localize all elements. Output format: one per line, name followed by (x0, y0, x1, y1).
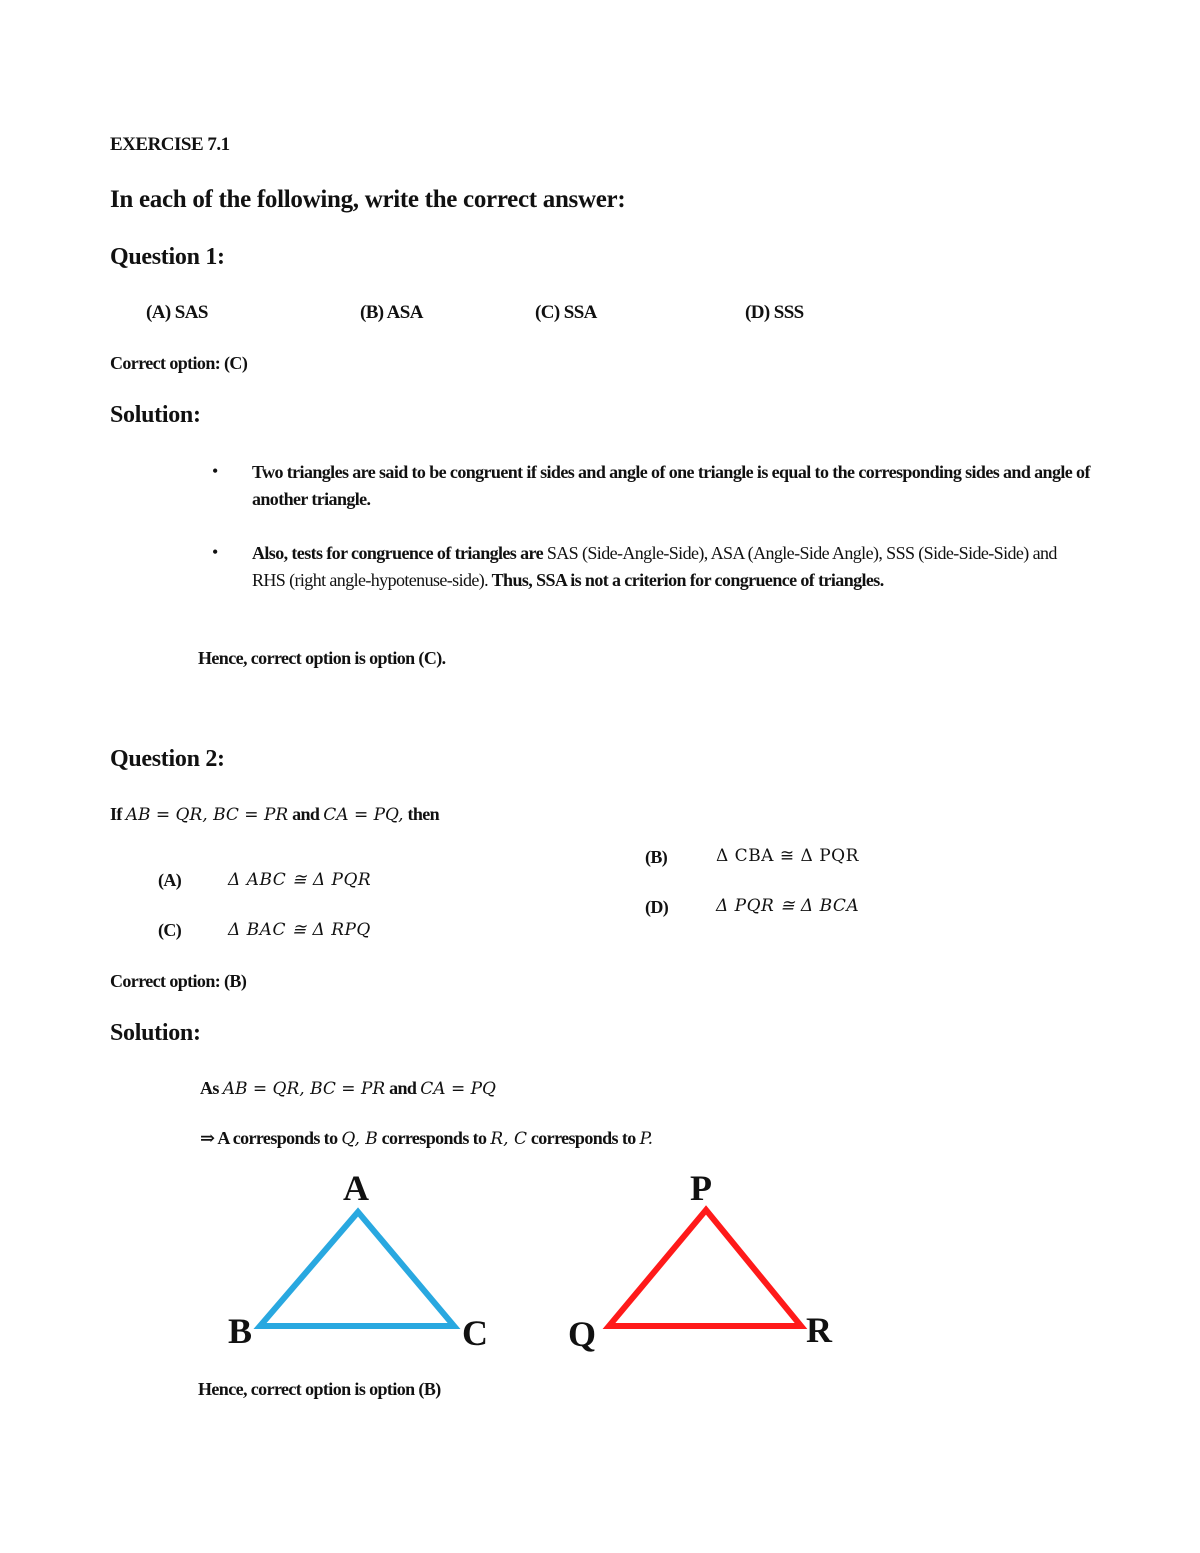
q1-option-a: (A) SAS (146, 302, 208, 323)
q1-option-d: (D) SSS (745, 302, 804, 323)
question-1-heading: Question 1: (110, 244, 225, 270)
q1-option-c: (C) SSA (535, 302, 597, 323)
vertex-label-r: R (806, 1310, 832, 1350)
q1-bullet-2 (252, 540, 1092, 594)
q2-sol-line2-c: corresponds to (530, 1128, 636, 1148)
q2-sol-line2-q: Q, B (341, 1129, 378, 1149)
q2-stem-if: If (110, 804, 122, 824)
exercise-title: EXERCISE 7.1 (110, 134, 230, 155)
q2-sol-math-2: CA = PQ (420, 1079, 496, 1099)
q2-correct-option: Correct option: (B) (110, 971, 247, 991)
q2-solution-heading: Solution: (110, 1020, 201, 1046)
q2-sol-line2-r: R, C (490, 1129, 527, 1149)
q2-solution-line-2 (200, 1128, 653, 1149)
q2-option-b-label: (B) (645, 847, 668, 867)
q1-bullet-1: Two triangles are said to be congruent if sides and angle of one triangle is equal to the corresponding sides and angle of another triangle. (252, 462, 1090, 509)
triangle-abc (260, 1212, 454, 1326)
q2-option-a-math: Δ ABC ≅ Δ PQR (228, 870, 372, 890)
q2-stem-math-1: AB = QR, BC = PR (125, 805, 289, 825)
q2-option-d-label: (D) (645, 897, 669, 917)
q2-sol-as: As (200, 1078, 219, 1098)
q1-solution-heading: Solution: (110, 402, 201, 428)
q2-sol-line2-p: P. (639, 1129, 653, 1149)
q2-stem-then: then (407, 804, 440, 824)
vertex-label-p: P (690, 1168, 712, 1208)
q2-option-d-math: Δ PQR ≅ Δ BCA (716, 896, 860, 916)
q2-sol-and: and (389, 1078, 417, 1098)
q2-hence: Hence, correct option is option (B) (198, 1379, 441, 1399)
q2-stem (110, 804, 439, 825)
instruction-text: In each of the following, write the correct answer: (110, 186, 626, 213)
vertex-label-a: A (343, 1168, 369, 1208)
q2-option-b-math: Δ CBA ≅ Δ PQR (716, 846, 859, 866)
q2-stem-math-2: CA = PQ, (323, 805, 404, 825)
vertex-label-q: Q (568, 1314, 597, 1354)
vertex-label-b: B (228, 1311, 253, 1351)
q1-option-b: (B) ASA (360, 302, 423, 323)
q2-option-a-label: (A) (158, 870, 182, 890)
q1-bullet-2-tests: SAS (Side-Angle-Side), ASA (Angle-Side Angle), SSS (Side-Side-Side) and RHS (right angle-hypotenuse-side). (252, 543, 1057, 590)
bullet-dot: • (212, 542, 219, 562)
q2-option-c-math: Δ BAC ≅ Δ RPQ (228, 920, 371, 940)
q2-option-c-label: (C) (158, 920, 182, 940)
triangle-pqr (609, 1210, 801, 1326)
bullet-dot: • (212, 461, 219, 481)
q2-sol-math-1: AB = QR, BC = PR (222, 1079, 386, 1099)
q2-sol-line2-b: corresponds to (381, 1128, 487, 1148)
q1-bullet-2-conclusion: Thus, SSA is not a criterion for congruence of triangles. (491, 570, 884, 590)
q2-sol-line2-a: ⇒ A corresponds to (200, 1128, 338, 1148)
q2-solution-line-1 (200, 1078, 496, 1099)
q1-bullet-2-intro: Also, tests for congruence of triangles are (252, 543, 543, 563)
triangle-figure (0, 1160, 1200, 1360)
vertex-label-c: C (462, 1313, 488, 1353)
q2-stem-and: and (292, 804, 320, 824)
q1-correct-option: Correct option: (C) (110, 353, 248, 373)
q1-hence: Hence, correct option is option (C). (198, 648, 446, 668)
question-2-heading: Question 2: (110, 746, 225, 772)
